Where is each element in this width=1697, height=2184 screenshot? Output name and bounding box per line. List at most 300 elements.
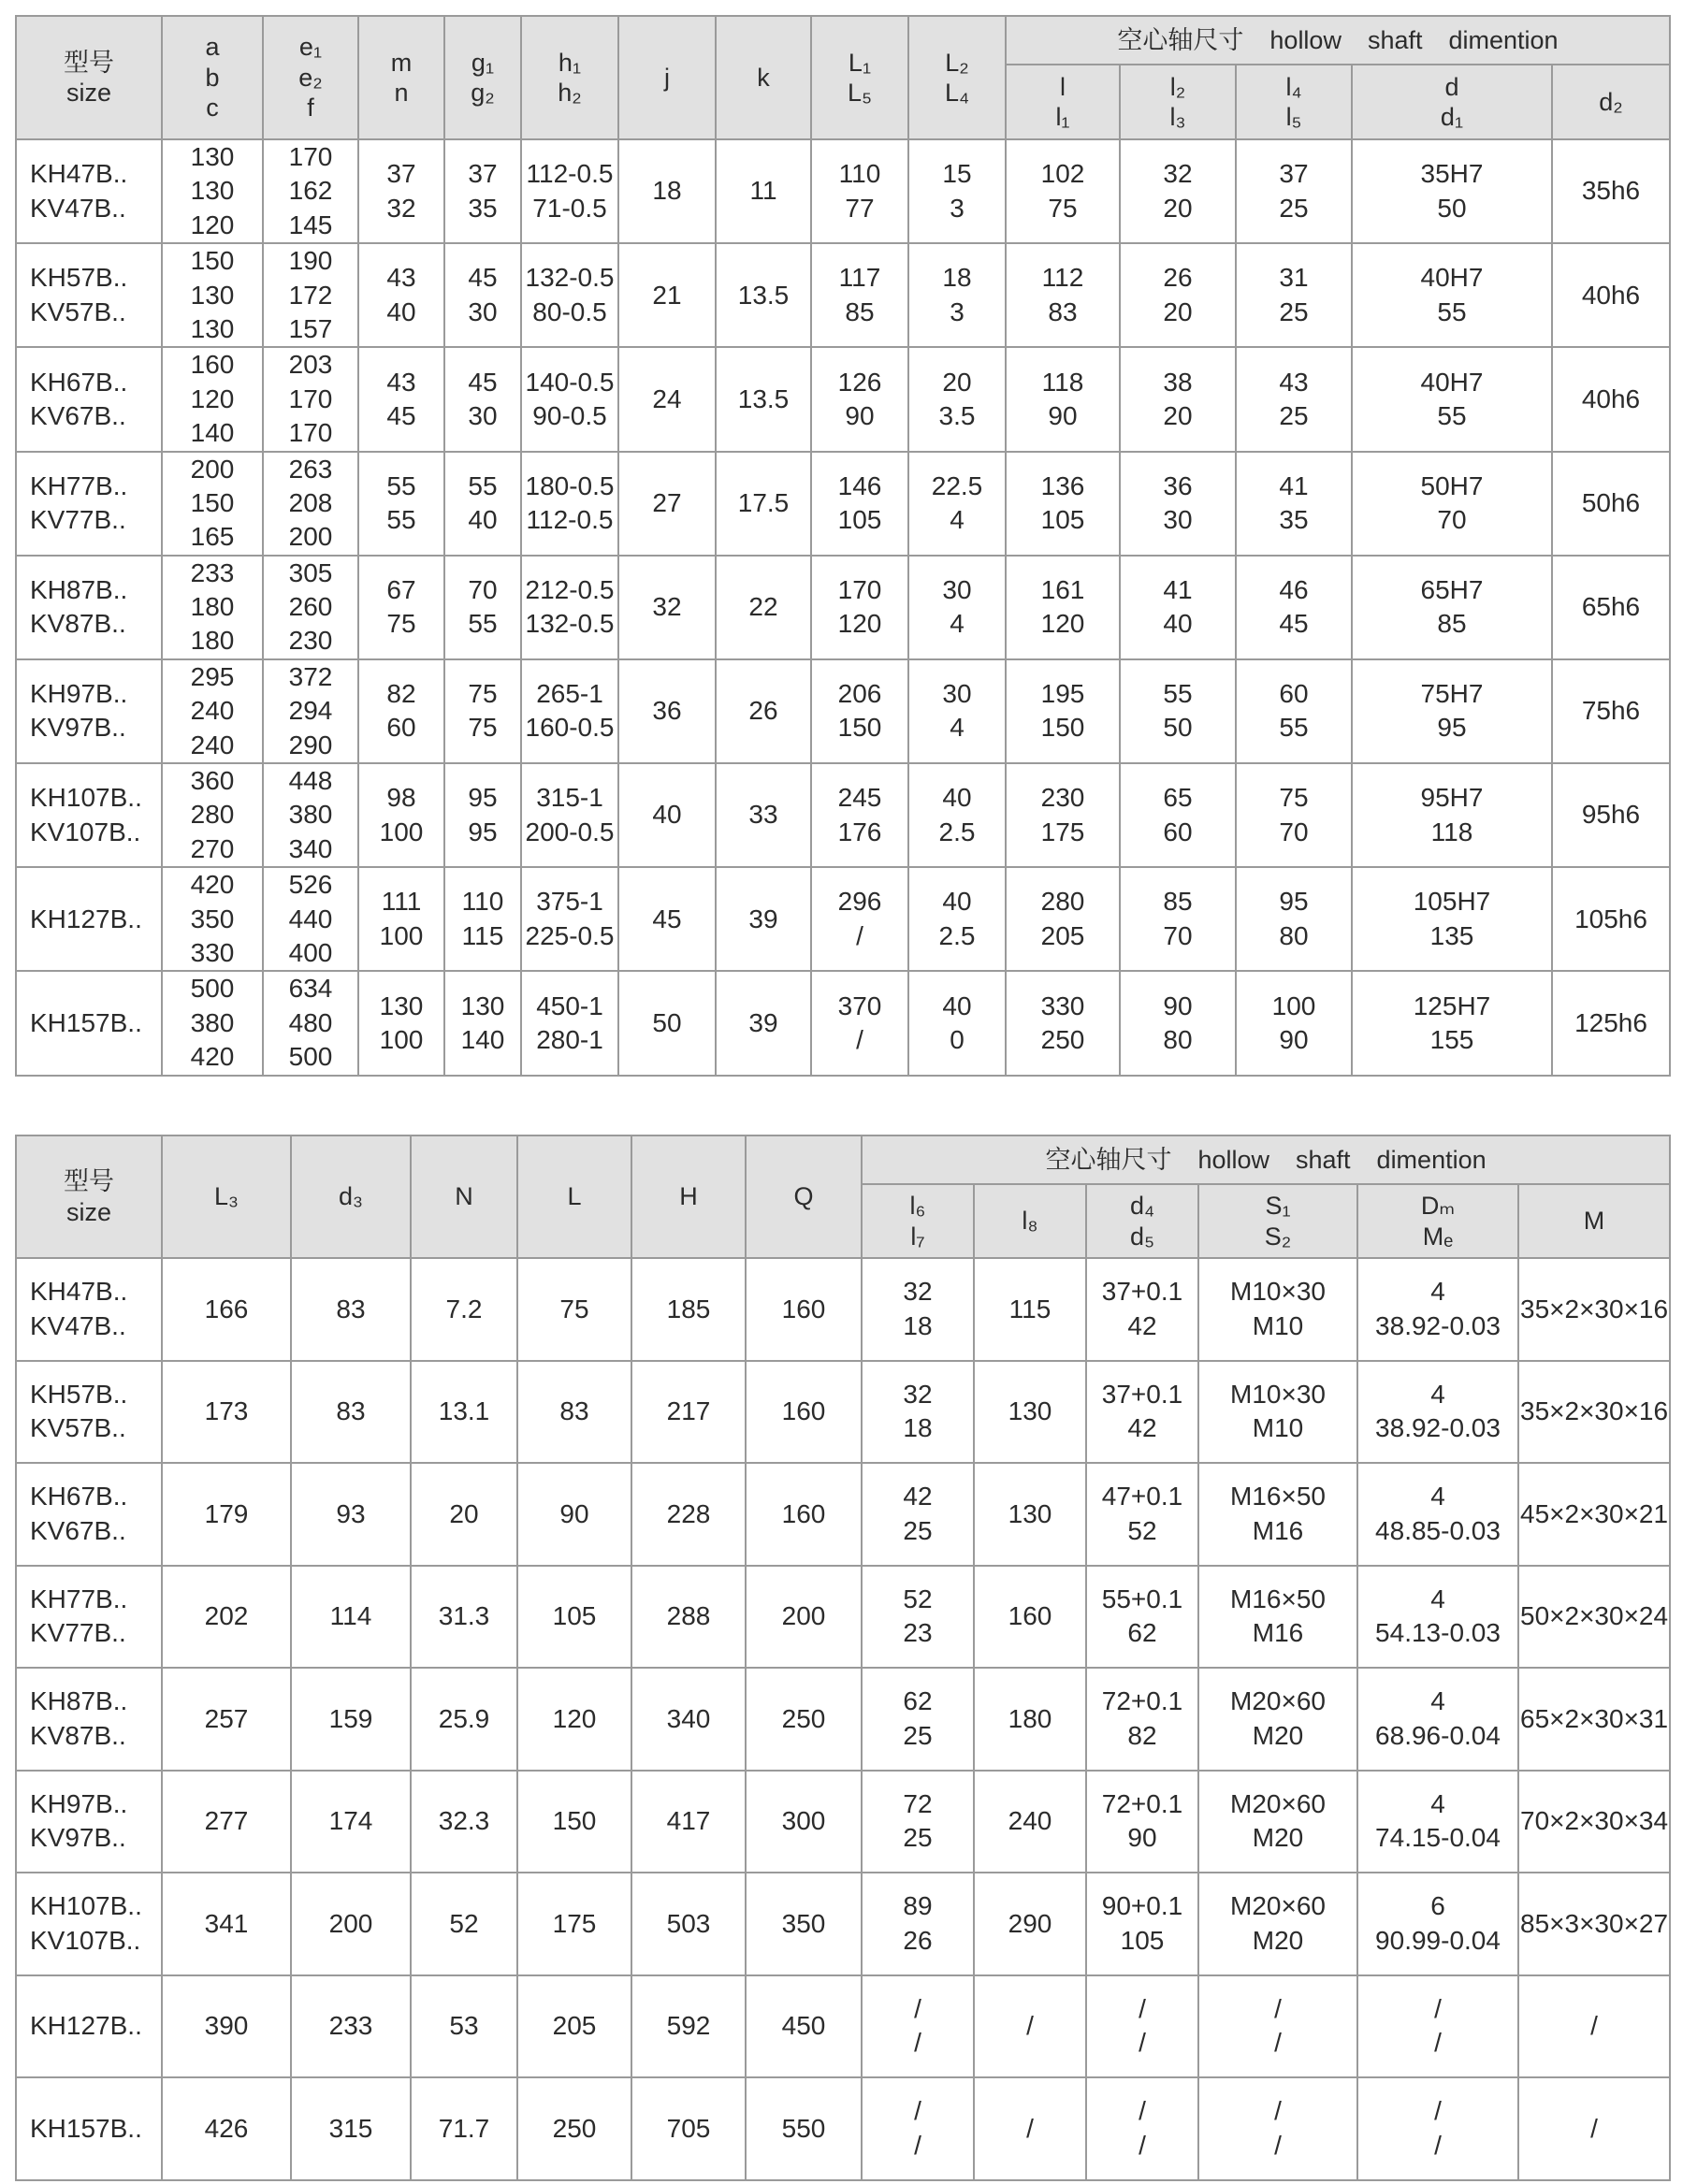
model-code: KH57B.. [30, 263, 128, 293]
cell-value: 157 [288, 313, 333, 343]
table-cell [908, 139, 1006, 243]
cell-value: 27 [652, 487, 682, 517]
cell-value: 55 [1437, 400, 1467, 430]
table-cell [162, 556, 263, 659]
cell-value: 263 [288, 454, 333, 484]
header-S1: S₁ [1265, 1192, 1291, 1221]
cell-value: 173 [204, 1396, 249, 1426]
table-cell [1086, 1463, 1198, 1566]
table-cell [1006, 763, 1120, 867]
header-l5: l₅ [1285, 103, 1302, 131]
table-row [16, 1258, 1670, 1361]
table-cell [517, 1463, 631, 1566]
header-l6-l7 [862, 1184, 974, 1258]
table-row [16, 1771, 1670, 1873]
cell-value: 77 [845, 193, 875, 223]
table-cell [1120, 659, 1236, 763]
table-cell [1120, 971, 1236, 1075]
cell-value: 71-0.5 [532, 193, 607, 223]
cell-value: M16 [1252, 1515, 1304, 1545]
table-cell [1518, 1668, 1670, 1771]
cell-value: 160 [1008, 1601, 1052, 1631]
cell-value: 550 [781, 2113, 826, 2143]
table-cell [1006, 659, 1120, 763]
model-size-cell [16, 867, 162, 971]
table-cell [263, 556, 358, 659]
cell-value: 90+0.1 [1101, 1891, 1183, 1921]
cell-value: / [914, 2130, 921, 2160]
cell-value: 305 [288, 557, 333, 587]
table-cell [162, 763, 263, 867]
table-cell [1518, 1258, 1670, 1361]
table-cell [1357, 1668, 1518, 1771]
cell-value: 52 [903, 1584, 933, 1613]
table-cell [517, 1361, 631, 1464]
cell-value: 30 [942, 574, 972, 604]
table-cell [263, 243, 358, 347]
table-cell [908, 243, 1006, 347]
table-cell [1352, 867, 1552, 971]
cell-value: 440 [288, 904, 333, 933]
table-cell [862, 1975, 974, 2078]
cell-value: 38.92-0.03 [1375, 1310, 1501, 1340]
cell-value: 417 [666, 1806, 711, 1836]
table-cell [618, 139, 716, 243]
table-cell [631, 1668, 746, 1771]
header-d1: d₁ [1440, 103, 1464, 131]
table-cell [908, 971, 1006, 1075]
cell-value: 277 [204, 1806, 249, 1836]
cell-value: 375-1 [536, 887, 603, 917]
table-cell [908, 556, 1006, 659]
table-cell [1198, 1566, 1357, 1669]
table-cell [263, 867, 358, 971]
table-cell [631, 1975, 746, 2078]
cell-value: 83 [336, 1396, 366, 1426]
hollow-cn: 空心轴尺寸 [1117, 25, 1244, 54]
cell-value: 95H7 [1420, 783, 1484, 813]
cell-value: 75 [468, 679, 498, 709]
cell-value: 45 [468, 367, 498, 397]
cell-value: 100 [379, 1024, 424, 1054]
cell-value: 37+0.1 [1101, 1277, 1183, 1307]
model-code: KV57B.. [30, 297, 126, 326]
cell-value: 40 [942, 991, 972, 1020]
cell-value: 120 [190, 383, 235, 413]
model-size-cell [16, 1668, 162, 1771]
table-row [16, 971, 1670, 1075]
header-e1: e₁ [298, 33, 323, 62]
table-cell [1518, 1566, 1670, 1669]
cell-value: 52 [449, 1908, 479, 1938]
table-cell [618, 556, 716, 659]
model-code: KH57B.. [30, 1379, 128, 1409]
cell-value: 72 [903, 1788, 933, 1818]
table-row [16, 1975, 1670, 2078]
table-cell [162, 139, 263, 243]
table-cell [521, 452, 618, 556]
cell-value: / [856, 920, 863, 950]
cell-value: 35h6 [1581, 176, 1641, 206]
cell-value: M20 [1252, 1823, 1304, 1853]
table-cell [1357, 1771, 1518, 1873]
cell-value: 450 [781, 2011, 826, 2041]
cell-value: 150 [837, 713, 882, 743]
model-code: KV97B.. [30, 713, 126, 743]
table-cell [1086, 1975, 1198, 2078]
cell-value: 280 [190, 800, 235, 830]
cell-value: 65 [1163, 783, 1193, 813]
table-cell [811, 452, 908, 556]
table-cell [162, 1975, 291, 2078]
cell-value: 85×3×30×27 [1520, 1908, 1669, 1938]
cell-value: 90 [1048, 400, 1078, 430]
cell-value: 32 [652, 592, 682, 622]
table-cell [411, 1463, 517, 1566]
cell-value: 180 [190, 626, 235, 656]
table-cell [716, 556, 811, 659]
header-d: d [1444, 72, 1459, 101]
table-cell [746, 1873, 862, 1975]
cell-value: 115 [1008, 1294, 1052, 1323]
table-cell [1198, 2077, 1357, 2180]
table-cell [162, 1668, 291, 1771]
table-cell [618, 243, 716, 347]
cell-value: 82 [1127, 1720, 1157, 1750]
table-cell [517, 1566, 631, 1669]
cell-value: 4 [1430, 1379, 1445, 1409]
table-cell [1236, 763, 1352, 867]
cell-value: 170 [288, 142, 333, 171]
header-l2-l3 [1120, 65, 1236, 139]
model-code: KV107B.. [30, 817, 141, 846]
cell-value: 450-1 [536, 991, 603, 1020]
cell-value: 180-0.5 [525, 470, 615, 500]
model-code: KH47B.. [30, 159, 128, 189]
table-cell [162, 1361, 291, 1464]
table-cell [444, 971, 521, 1075]
model-size-cell [16, 243, 162, 347]
table-cell [631, 1873, 746, 1975]
table-cell [517, 1873, 631, 1975]
cell-value: 130 [190, 142, 235, 171]
cell-value: 130 [1008, 1396, 1052, 1426]
table-cell [811, 243, 908, 347]
hollow-cn-2: 空心轴尺寸 [1045, 1145, 1172, 1174]
cell-value: 31.3 [438, 1601, 490, 1631]
cell-value: 40h6 [1581, 383, 1641, 413]
cell-value: 112 [1041, 263, 1084, 293]
header-L3-label: L₃ [213, 1182, 239, 1211]
table-cell [444, 659, 521, 763]
cell-value: 82 [386, 679, 416, 709]
table-cell [1236, 243, 1352, 347]
table-cell [716, 347, 811, 451]
cell-value: 203 [288, 350, 333, 380]
header-c: c [206, 94, 219, 123]
cell-value: 18 [903, 1310, 933, 1340]
cell-value: 90 [1279, 1024, 1309, 1054]
table-cell [1552, 763, 1670, 867]
cell-value: / [1026, 2113, 1034, 2143]
cell-value: 180 [1008, 1703, 1052, 1733]
table-cell [358, 243, 444, 347]
header-N-label: N [455, 1182, 473, 1211]
cell-value: 40 [1163, 609, 1193, 639]
model-code: KH67B.. [30, 367, 128, 397]
model-size-cell [16, 139, 162, 243]
header-l7: l₇ [910, 1222, 925, 1251]
cell-value: 75 [386, 609, 416, 639]
cell-value: 341 [204, 1908, 249, 1938]
cell-value: 90 [1127, 1823, 1157, 1853]
cell-value: 20 [1163, 193, 1193, 223]
header-l6: l₆ [909, 1192, 926, 1221]
cell-value: 208 [288, 487, 333, 517]
model-size-cell [16, 1771, 162, 1873]
cell-value: 150 [190, 246, 235, 276]
header-size-2 [16, 1135, 162, 1258]
model-code: KV67B.. [30, 400, 126, 430]
table-cell [444, 139, 521, 243]
table-cell [631, 2077, 746, 2180]
cell-value: 185 [666, 1294, 711, 1323]
cell-value: 2.5 [938, 817, 976, 846]
cell-value: 250 [552, 2113, 597, 2143]
cell-value: 38.92-0.03 [1375, 1413, 1501, 1443]
cell-value: 85 [1163, 887, 1193, 917]
cell-value: 90 [1163, 991, 1193, 1020]
cell-value: 120 [190, 210, 235, 239]
table-cell [974, 1361, 1086, 1464]
cell-value: 60 [1163, 817, 1193, 846]
table-cell [1006, 452, 1120, 556]
header-size-cn: 型号 [64, 48, 114, 77]
cell-value: 55 [1437, 297, 1467, 326]
table-cell [1086, 1873, 1198, 1975]
cell-value: 41 [1279, 470, 1309, 500]
model-code: KH157B.. [30, 2113, 142, 2143]
table-cell [1352, 556, 1552, 659]
table-row [16, 1463, 1670, 1566]
table-cell [811, 971, 908, 1075]
cell-value: 136 [1040, 470, 1085, 500]
table-cell [411, 1771, 517, 1873]
table-cell [1236, 971, 1352, 1075]
table-cell [291, 1361, 411, 1464]
table-cell [974, 1668, 1086, 1771]
table-cell [862, 1668, 974, 1771]
cell-value: 130 [190, 280, 235, 310]
header-L3 [162, 1135, 291, 1258]
table-row [16, 867, 1670, 971]
table-cell [411, 1361, 517, 1464]
table-cell [1198, 1361, 1357, 1464]
table-cell [1552, 243, 1670, 347]
cell-value: 233 [190, 557, 235, 587]
cell-value: 55 [1163, 679, 1193, 709]
table-cell [1120, 452, 1236, 556]
cell-value: 3 [950, 193, 965, 223]
cell-value: 2.5 [938, 920, 976, 950]
cell-value: 72+0.1 [1101, 1788, 1183, 1818]
cell-value: / [1274, 2130, 1282, 2160]
table-cell [444, 243, 521, 347]
cell-value: 33 [748, 800, 778, 830]
cell-value: 132-0.5 [525, 263, 615, 293]
cell-value: 115 [461, 920, 504, 950]
table-cell [411, 1975, 517, 2078]
table-row [16, 1361, 1670, 1464]
cell-value: 200 [288, 522, 333, 552]
table-cell [444, 763, 521, 867]
table-cell [716, 763, 811, 867]
cell-value: 112-0.5 [526, 505, 614, 535]
model-code: KH107B.. [30, 1891, 142, 1921]
cell-value: 22.5 [931, 470, 983, 500]
cell-value: 705 [666, 2113, 711, 2143]
cell-value: 65h6 [1581, 592, 1641, 622]
cell-value: 500 [288, 1042, 333, 1072]
cell-value: / [914, 2028, 921, 2058]
table-cell [358, 556, 444, 659]
cell-value: 117 [838, 263, 881, 293]
table-cell [618, 347, 716, 451]
table-cell [974, 1771, 1086, 1873]
table-cell [1086, 1566, 1198, 1669]
cell-value: 25 [1279, 297, 1309, 326]
cell-value: 36 [1163, 470, 1193, 500]
table-cell [1352, 347, 1552, 451]
cell-value: / [1139, 2028, 1146, 2058]
table-cell [291, 1566, 411, 1669]
dimension-table-1 [15, 15, 1671, 1077]
cell-value: 294 [288, 696, 333, 726]
cell-value: 50×2×30×24 [1520, 1601, 1669, 1631]
cell-value: 162 [288, 176, 333, 206]
table-row [16, 347, 1670, 451]
cell-value: 21 [652, 280, 682, 310]
model-code: KV47B.. [30, 1310, 126, 1340]
table-cell [908, 867, 1006, 971]
cell-value: 25 [903, 1720, 933, 1750]
table-cell [862, 2077, 974, 2180]
hollow-en2: shaft [1367, 25, 1423, 54]
cell-value: 20 [449, 1498, 479, 1528]
cell-value: 350 [190, 904, 235, 933]
table-cell [974, 1873, 1086, 1975]
cell-value: 48.85-0.03 [1375, 1515, 1501, 1545]
cell-value: 118 [1041, 367, 1084, 397]
cell-value: 217 [666, 1396, 711, 1426]
cell-value: 13.5 [737, 383, 790, 413]
table-cell [974, 1975, 1086, 2078]
table-cell [811, 867, 908, 971]
cell-value: 45 [386, 400, 416, 430]
table-cell [517, 1258, 631, 1361]
cell-value: 90.99-0.04 [1375, 1925, 1501, 1955]
cell-value: 240 [190, 730, 235, 759]
cell-value: 4 [1430, 1584, 1445, 1613]
cell-value: 85 [845, 297, 875, 326]
cell-value: 37+0.1 [1101, 1379, 1183, 1409]
cell-value: M10 [1252, 1413, 1304, 1443]
table-cell [1518, 2077, 1670, 2180]
model-code: KH87B.. [30, 574, 128, 604]
table-cell [974, 1463, 1086, 1566]
cell-value: 35 [1279, 505, 1309, 535]
table-cell [1552, 556, 1670, 659]
cell-value: 70 [468, 574, 498, 604]
cell-value: 212-0.5 [525, 574, 615, 604]
cell-value: 70 [1163, 920, 1193, 950]
model-code: KH157B.. [30, 1007, 142, 1037]
table-cell [618, 659, 716, 763]
cell-value: 26 [903, 1925, 933, 1955]
cell-value: 42 [1127, 1310, 1157, 1340]
model-code: KH127B.. [30, 904, 142, 933]
table-cell [1518, 1361, 1670, 1464]
cell-value: 170 [288, 383, 333, 413]
table-cell [1086, 1771, 1198, 1873]
table-cell [862, 1771, 974, 1873]
cell-value: 45 [468, 263, 498, 293]
model-size-cell [16, 971, 162, 1075]
cell-value: 200-0.5 [525, 817, 615, 846]
table-cell [746, 1771, 862, 1873]
cell-value: 176 [837, 817, 882, 846]
header-l8 [974, 1184, 1086, 1258]
cell-value: 85 [1437, 609, 1467, 639]
table-row [16, 763, 1670, 867]
cell-value: / [1139, 1993, 1146, 2023]
cell-value: M16×50 [1230, 1482, 1326, 1511]
cell-value: / [1590, 2011, 1598, 2041]
header-b: b [205, 63, 220, 92]
cell-value: 230 [1040, 783, 1085, 813]
table1-body [16, 139, 1670, 1076]
table-cell [1236, 347, 1352, 451]
cell-value: 165 [190, 522, 235, 552]
cell-value: 111 [381, 887, 422, 917]
cell-value: 40 [942, 783, 972, 813]
table-cell [263, 659, 358, 763]
table-cell [1552, 452, 1670, 556]
cell-value: 280-1 [536, 1024, 603, 1054]
table-cell [746, 1975, 862, 2078]
header-n: n [394, 79, 409, 107]
cell-value: 200 [190, 454, 235, 484]
table-cell [908, 452, 1006, 556]
table-cell [411, 1668, 517, 1771]
header-Q-label: Q [793, 1182, 814, 1211]
header-l-l1 [1006, 65, 1120, 139]
table-cell [162, 347, 263, 451]
cell-value: 500 [190, 974, 235, 1004]
cell-value: 70 [1437, 505, 1467, 535]
cell-value: 18 [903, 1413, 933, 1443]
cell-value: M10×30 [1230, 1277, 1326, 1307]
cell-value: 83 [1048, 297, 1078, 326]
header-size-en-2: size [65, 1197, 111, 1226]
cell-value: 161 [1040, 574, 1085, 604]
table-cell [358, 659, 444, 763]
cell-value: 174 [328, 1806, 373, 1836]
cell-value: 426 [204, 2113, 249, 2143]
table-cell [521, 243, 618, 347]
cell-value: 228 [666, 1498, 711, 1528]
table-cell [521, 659, 618, 763]
